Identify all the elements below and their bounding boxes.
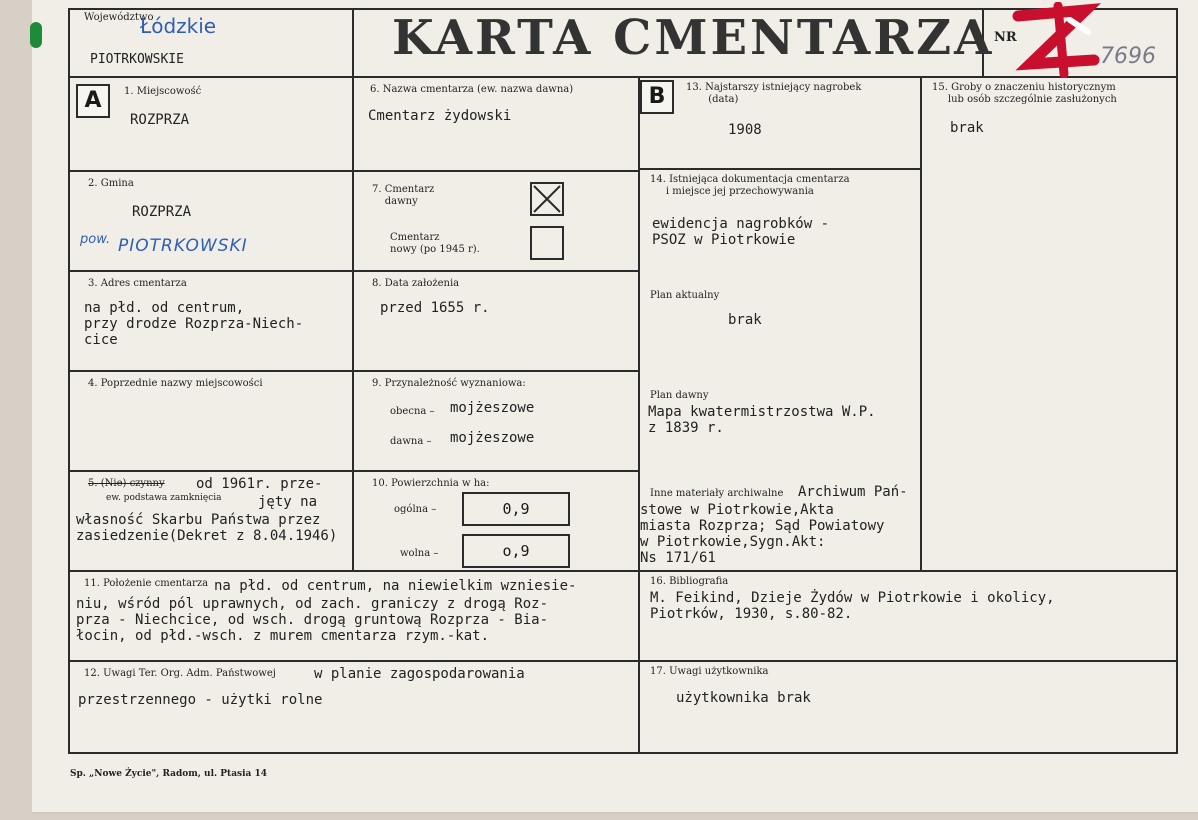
grid-line [68, 570, 1178, 572]
cemetery-card [32, 0, 1198, 812]
field7-label-old: 7. Cmentarz dawny [372, 184, 435, 207]
field1-label: 1. Miejscowość [124, 86, 202, 97]
field10-label: 10. Powierzchnia w ha: [372, 478, 490, 489]
field5-value-rest: własność Skarbu Państwa przez zasiedzenie(Dekret z 8.04.1946) [76, 512, 338, 544]
grid-line [352, 8, 354, 570]
field13-label: 13. Najstarszy istniejący nagrobek (data) [686, 82, 862, 105]
grid-line [68, 660, 1178, 662]
field16-label: 16. Bibliografia [650, 576, 729, 587]
field12-value-second: przestrzennego - użytki rolne [78, 692, 323, 708]
field12-value-first: w planie zagospodarowania [314, 666, 525, 682]
field14-label: 14. Istniejąca dokumentacja cmentarza i miejsce jej przechowywania [650, 174, 850, 197]
section-b-badge: B [640, 80, 674, 114]
field11-value-first: na płd. od centrum, na niewielkim wzniesie- [214, 578, 577, 594]
section-a-badge: A [76, 84, 110, 118]
grid-line [68, 8, 70, 754]
field2-value: ROZPRZA [132, 204, 192, 220]
plan-current-label: Plan aktualny [650, 290, 720, 301]
wojewodztwo-sub: PIOTRKOWSKIE [90, 52, 184, 67]
field9-label: 9. Przynależność wyznaniowa: [372, 378, 526, 389]
field8-label: 8. Data założenia [372, 278, 460, 289]
field13-value: 1908 [728, 122, 762, 138]
field15-label: 15. Groby o znaczeniu historycznym lub osób szczególnie zasłużonych [932, 82, 1117, 105]
grid-line [638, 76, 640, 754]
plan-old-value: Mapa kwatermistrzostwa W.P. z 1839 r. [648, 404, 876, 436]
field4-label: 4. Poprzednie nazwy miejscowości [88, 378, 263, 389]
field12-label: 12. Uwagi Ter. Org. Adm. Państwowej [84, 668, 276, 679]
card-title: KARTA CMENTARZA [392, 10, 995, 66]
field11-label: 11. Położenie cmentarza [84, 578, 209, 589]
grid-line [1176, 8, 1178, 754]
grid-line [638, 168, 922, 170]
field2-label: 2. Gmina [88, 178, 134, 189]
field10-total-label: ogólna – [394, 504, 437, 515]
empty-checkbox-icon [530, 226, 564, 260]
other-materials-label: Inne materiały archiwalne [650, 488, 784, 499]
field9-current-value: mojżeszowe [450, 400, 535, 416]
field14-value: ewidencja nagrobków - PSOZ w Piotrkowie [652, 216, 830, 248]
field5-value-line2: jęty na [258, 494, 318, 510]
field3-label: 3. Adres cmentarza [88, 278, 187, 289]
field17-value: użytkownika brak [676, 690, 811, 706]
field9-former-value: mojżeszowe [450, 430, 535, 446]
field5-sub: ew. podstawa zamknięcia [106, 493, 222, 503]
field9-former-label: dawna – [390, 436, 432, 447]
plan-current-value: brak [728, 312, 762, 328]
field11-value-rest: niu, wśród pól uprawnych, od zach. graniczy z drogą Roz- prza - Niechcice, od wsch. drogą gruntową Rozprza - Bia- łocin, od płd.-wsch. z murem cmentarza rzym.-kat. [76, 596, 549, 644]
nr-handwritten: 7696 [1100, 44, 1156, 69]
red-scribble-icon [1008, 2, 1104, 78]
field8-value: przed 1655 r. [380, 300, 490, 316]
grid-line [68, 752, 1178, 754]
field2-hand-prefix: pow. [80, 232, 111, 247]
grid-line [920, 76, 922, 570]
x-checkbox-icon [530, 182, 564, 216]
field7-label-new: Cmentarz nowy (po 1945 r). [390, 232, 480, 255]
field3-value: na płd. od centrum, przy drodze Rozprza-Niech- cice [84, 300, 304, 348]
plan-old-label: Plan dawny [650, 390, 709, 401]
wojewodztwo-value: Łódzkie [140, 14, 217, 38]
field6-label: 6. Nazwa cmentarza (ew. nazwa dawna) [370, 84, 574, 95]
nr-label: NR [994, 30, 1017, 45]
printer-footer: Sp. „Nowe Życie", Radom, ul. Ptasia 14 [70, 769, 268, 779]
field1-value: ROZPRZA [130, 112, 190, 128]
field10-free-label: wolna – [400, 548, 439, 559]
field2-hand-value: PIOTRKOWSKI [118, 236, 248, 256]
field17-label: 17. Uwagi użytkownika [650, 666, 769, 677]
other-materials-first: Archiwum Pań- [798, 484, 908, 500]
field10-total-value: 0,9 [462, 492, 570, 526]
field15-value: brak [950, 120, 984, 136]
field9-current-label: obecna – [390, 406, 435, 417]
field6-value: Cmentarz żydowski [368, 108, 512, 124]
green-mark-icon [30, 22, 42, 48]
other-materials-rest: stowe w Piotrkowie,Akta miasta Rozprza; Sąd Powiatowy w Piotrkowie,Sygn.Akt: Ns 171/61 [640, 502, 885, 566]
wojewodztwo-label: Województwo [84, 12, 154, 23]
field10-free-value: o,9 [462, 534, 570, 568]
field5-label: 5. (Nie) czynny [88, 478, 165, 489]
field5-value-line1: od 1961r. prze- [196, 476, 323, 492]
field16-value: M. Feikind, Dzieje Żydów w Piotrkowie i okolicy, Piotrków, 1930, s.80-82. [650, 590, 1055, 622]
